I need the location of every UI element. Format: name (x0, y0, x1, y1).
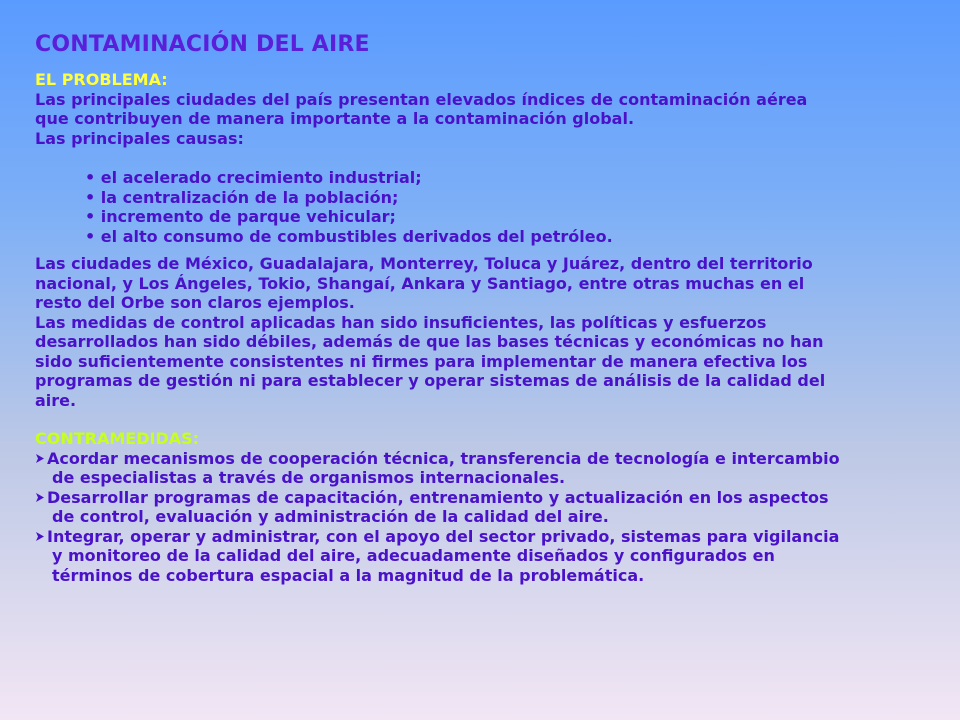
examples-line: desarrollados han sido débiles, además de que las bases técnicas y económicas no han (35, 332, 824, 351)
problem-intro-line: que contribuyen de manera importante a la contaminación global. (35, 109, 635, 128)
examples-line: sido suficientemente consistentes ni firmes para implementar de manera efectiva los (35, 351, 808, 371)
problem-intro-line: Las principales causas: (35, 128, 244, 148)
arrow-bullet-icon (35, 527, 47, 542)
countermeasure-text: Integrar, operar y administrar, con el apoyo del sector privado, sistemas para vigilancia (47, 526, 840, 546)
examples-line: programas de gestión ni para establecer y operar sistemas de análisis de la calidad del (35, 371, 826, 390)
cause-item: • el acelerado crecimiento industrial; (85, 168, 422, 187)
countermeasure-text: Acordar mecanismos de cooperación técnica, transferencia de tecnología e intercambio (47, 448, 840, 468)
countermeasure-item (35, 449, 955, 469)
causes-list (85, 168, 955, 246)
examples-line: Las medidas de control aplicadas han sido insuficientes, las políticas y esfuerzos (35, 312, 767, 332)
cause-item: • el alto consumo de combustibles derivados del petróleo. (85, 226, 613, 246)
countermeasure-continuation: y monitoreo de la calidad del aire, adecuadamente diseñados y configurados en (52, 546, 775, 565)
examples-line: Las ciudades de México, Guadalajara, Monterrey, Toluca y Juárez, dentro del territorio (35, 254, 813, 273)
problem-label: EL PROBLEMA: (35, 70, 168, 89)
countermeasure-text: Desarrollar programas de capacitación, entrenamiento y actualización en los aspectos (47, 487, 829, 507)
countermeasure-continuation: términos de cobertura espacial a la magnitud de la problemática. (52, 565, 645, 585)
cause-item: • incremento de parque vehicular; (85, 207, 396, 226)
examples-line: resto del Orbe son claros ejemplos. (35, 293, 355, 312)
countermeasure-continuation: de control, evaluación y administración de la calidad del aire. (52, 507, 609, 526)
slide-content (35, 70, 955, 585)
problem-intro-line: Las principales ciudades del país presentan elevados índices de contaminación aérea (35, 89, 808, 109)
examples-line: aire. (35, 390, 77, 410)
cause-item: • la centralización de la población; (85, 187, 399, 207)
arrow-bullet-icon (35, 449, 47, 464)
examples-line: nacional, y Los Ángeles, Tokio, Shangaí, Ankara y Santiago, entre otras muchas en el (35, 273, 805, 293)
slide-title: CONTAMINACIÓN DEL AIRE (35, 32, 370, 57)
countermeasure-continuation: de especialistas a través de organismos internacionales. (52, 468, 566, 487)
countermeasures-label: CONTRAMEDIDAS: (35, 429, 200, 448)
arrow-bullet-icon (35, 488, 47, 503)
countermeasure-item (35, 527, 955, 547)
countermeasure-item (35, 488, 955, 508)
